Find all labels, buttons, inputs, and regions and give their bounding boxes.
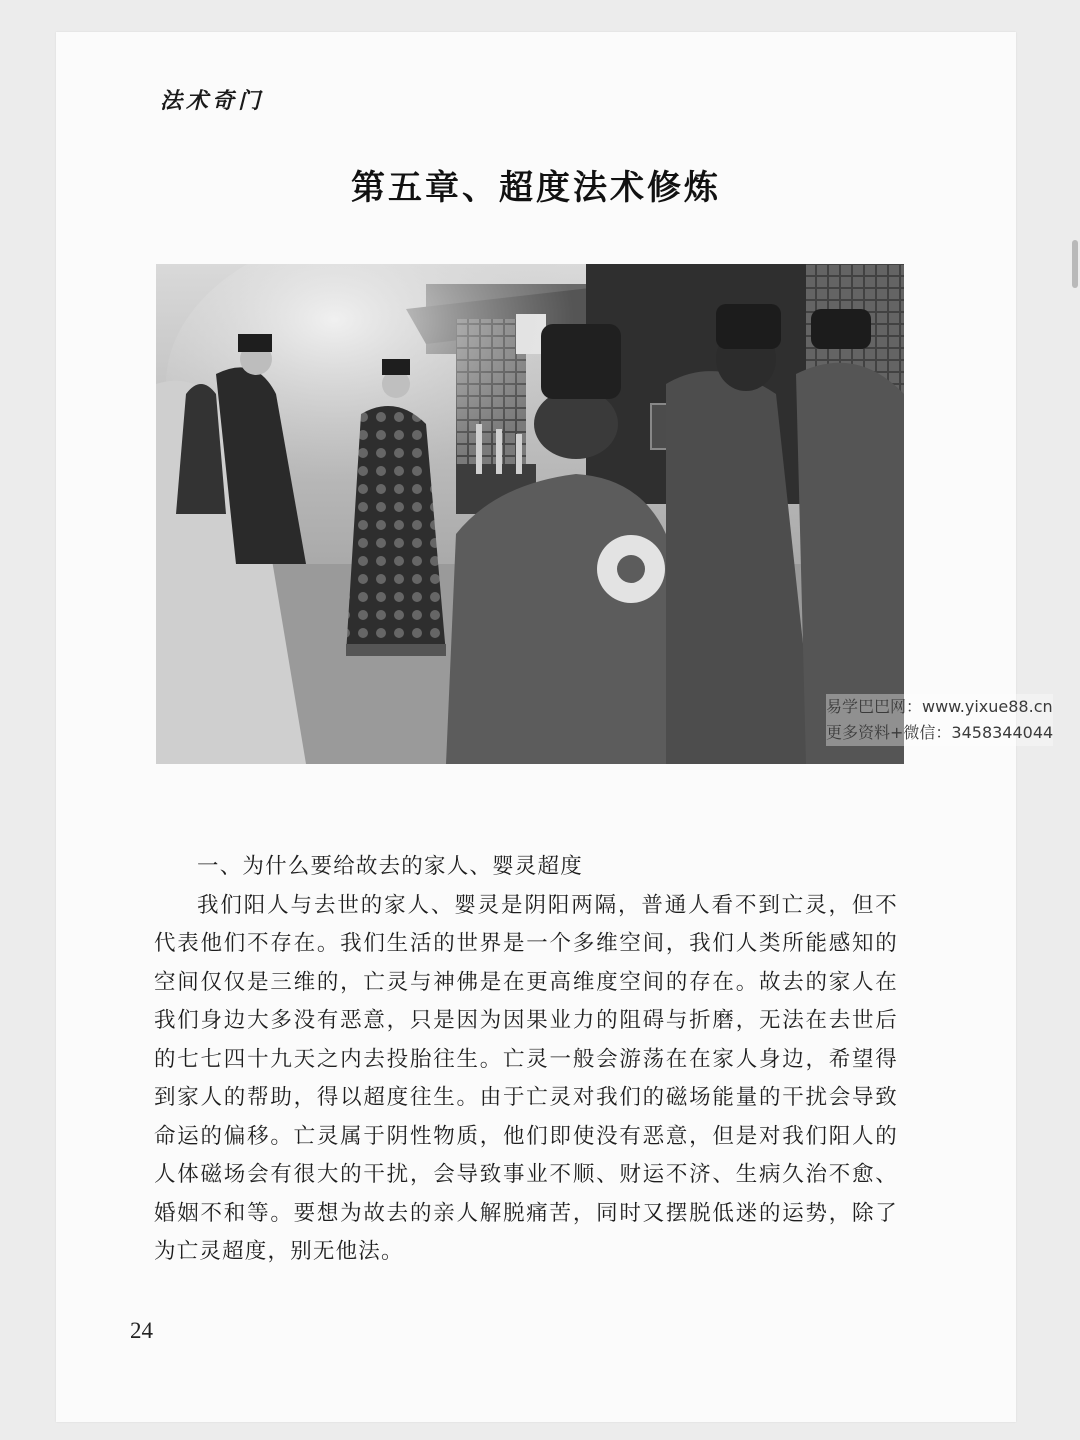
chapter-title: 第五章、超度法术修炼: [351, 168, 721, 208]
running-head: 法术奇门: [160, 88, 265, 114]
body-paragraph: 我们阳人与去世的家人、婴灵是阴阳两隔，普通人看不到亡灵，但不代表他们不存在。我们生活的世界是一个多维空间，我们人类所能感知的空间仅仅是三维的，亡灵与神佛是在更高维度空间的存在。故去的家人在我们身边大多没有恶意，只是因为因果业力的阻碍与折磨，无法在去世后的七七四十九天之内去投胎往生。亡灵一般会游荡在在家人身边，希望得到家人的帮助，得以超度往生。由于亡灵对我们的磁场能量的干扰会导致命运的偏移。亡灵属于阴性物质，他们即使没有恶意，但是对我们阳人的人体磁场会有很大的干扰，会导致事业不顺、财运不济、生病久治不愈、婚姻不和等。要想为故去的亲人解脱痛苦，同时又摆脱低迷的运势，除了为亡灵超度，别无他法。: [154, 892, 898, 1264]
watermark: [826, 694, 1053, 746]
scrollbar-thumb[interactable]: [1072, 240, 1078, 288]
watermark-line-1: 易学巴巴网：www.yixue88.cn: [826, 697, 1053, 716]
page-number: 24: [130, 1318, 153, 1343]
body-text: [154, 848, 898, 1272]
section-heading: 一、为什么要给故去的家人、婴灵超度: [197, 854, 583, 879]
watermark-line-2: 更多资料+微信：3458344044: [826, 723, 1054, 742]
taoist-ritual-photo: [156, 264, 904, 764]
